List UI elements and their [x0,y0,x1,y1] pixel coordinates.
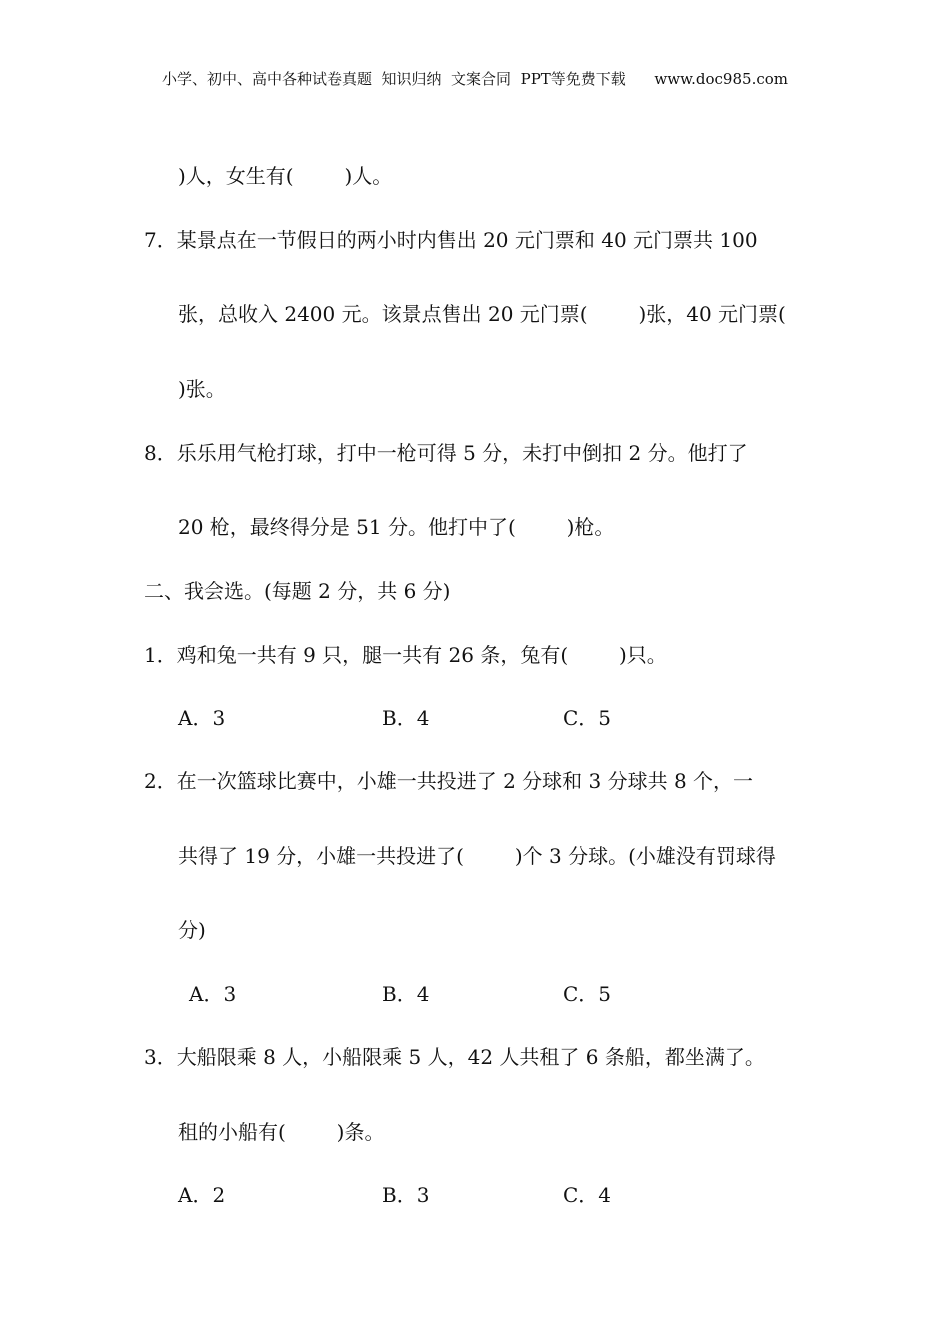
mc2-line-2: 共得了 19 分，小雄一共投进了( )个 3 分球。(小雄没有罚球得 [178,844,776,868]
q8-line-2: 20 枪，最终得分是 51 分。他打中了( )枪。 [178,515,615,539]
q8-line-1: 8．乐乐用气枪打球，打中一枪可得 5 分，未打中倒扣 2 分。他打了 [144,441,748,465]
mc2-line-1: 2．在一次篮球比赛中，小雄一共投进了 2 分球和 3 分球共 8 个，一 [144,769,754,793]
mc2-option-c: C．5 [563,982,612,1006]
q7-line-1: 7．某景点在一节假日的两小时内售出 20 元门票和 40 元门票共 100 [144,228,758,252]
mc2-option-b: B．4 [382,982,430,1006]
mc2-option-a: A．3 [189,982,237,1006]
mc1-option-c: C．5 [563,706,612,730]
mc1-line-1: 1．鸡和兔一共有 9 只，腿一共有 26 条，兔有( )只。 [144,643,667,667]
mc3-option-b: B．3 [382,1183,430,1207]
mc1-option-a: A．3 [178,706,226,730]
q7-line-3: )张。 [178,377,226,401]
mc3-line-2: 租的小船有( )条。 [178,1120,385,1144]
mc3-option-c: C．4 [563,1183,612,1207]
section-2-title: 二、我会选。(每题 2 分，共 6 分) [144,579,451,603]
q7-line-2: 张，总收入 2400 元。该景点售出 20 元门票( )张，40 元门票( [178,302,786,326]
mc2-line-3: 分) [178,918,206,942]
q6-line-end: )人，女生有( )人。 [178,164,393,188]
page-header-banner: 小学、初中、高中各种试卷真题 知识归纳 文案合同 PPT等免费下载 www.doc985.com [161,70,788,88]
mc3-line-1: 3．大船限乘 8 人，小船限乘 5 人，42 人共租了 6 条船，都坐满了。 [144,1045,765,1069]
mc1-option-b: B．4 [382,706,430,730]
mc3-option-a: A．2 [178,1183,226,1207]
